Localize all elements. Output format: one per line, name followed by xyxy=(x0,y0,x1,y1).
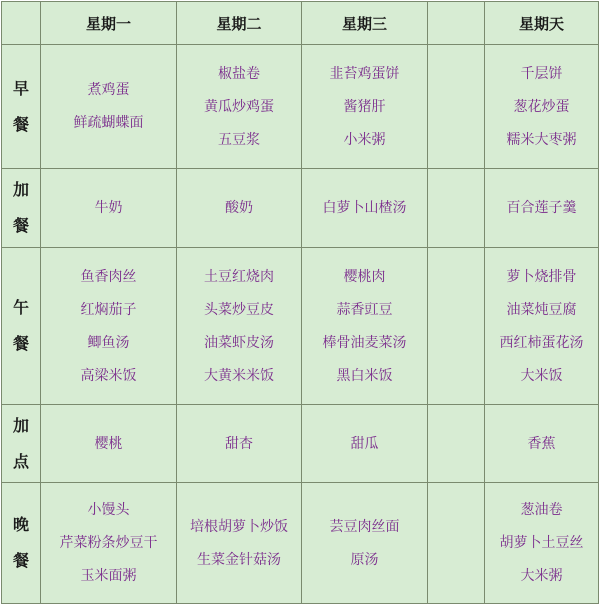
menu-cell xyxy=(302,248,428,405)
dish-item: 糯米大枣粥 xyxy=(506,131,577,148)
dish-item: 西红柿蛋花汤 xyxy=(499,334,584,351)
dish-item: 大米饭 xyxy=(520,367,563,384)
dinner-row xyxy=(2,483,599,604)
day-header: 星期二 xyxy=(177,2,302,45)
dish-item: 葱油卷 xyxy=(520,502,563,518)
dish-item: 土豆红烧肉 xyxy=(204,268,274,285)
dish-item: 樱桃 xyxy=(94,435,123,452)
meal-label-char: 餐 xyxy=(12,114,29,134)
meal-label-snack xyxy=(2,169,41,248)
meal-label-char: 晚 xyxy=(12,515,29,534)
dish-item: 油菜炖豆腐 xyxy=(506,301,577,318)
dish-item: 黑白米饭 xyxy=(336,367,393,384)
menu-cell xyxy=(41,169,177,248)
day-header: 星期一 xyxy=(41,2,177,45)
dish-item: 鱼香肉丝 xyxy=(80,268,137,285)
dish-item: 黄瓜炒鸡蛋 xyxy=(204,98,274,115)
dish-item: 芹菜粉条炒豆干 xyxy=(59,535,158,551)
dish-item: 百合莲子羹 xyxy=(506,200,577,216)
dish-item: 胡萝卜土豆丝 xyxy=(499,535,584,551)
meal-label-lunch xyxy=(2,248,41,405)
dish-item: 鲫鱼汤 xyxy=(87,334,130,351)
menu-cell xyxy=(41,483,177,604)
dish-item: 头菜炒豆皮 xyxy=(204,301,274,318)
dish-item: 红焖茄子 xyxy=(80,301,137,318)
dish-item: 甜瓜 xyxy=(350,435,379,452)
meal-label-snack xyxy=(2,405,41,483)
menu-cell xyxy=(485,248,599,405)
menu-cell xyxy=(485,483,599,604)
empty-cell xyxy=(428,169,485,248)
afternoon-snack-row xyxy=(2,405,599,483)
dish-item: 生菜金针菇汤 xyxy=(197,551,281,568)
day-header xyxy=(428,2,485,45)
dish-item: 五豆浆 xyxy=(218,131,260,148)
dish-item: 白萝卜山楂汤 xyxy=(322,200,407,216)
menu-cell xyxy=(485,45,599,169)
menu-cell xyxy=(302,169,428,248)
empty-cell xyxy=(428,483,485,604)
dish-item: 甜杏 xyxy=(225,435,253,452)
dish-item: 香蕉 xyxy=(527,435,556,452)
dish-item: 韭苔鸡蛋饼 xyxy=(329,65,400,82)
dish-item: 葱花炒蛋 xyxy=(513,98,570,115)
menu-cell xyxy=(177,248,302,405)
meal-label-char: 餐 xyxy=(12,216,29,235)
menu-cell xyxy=(485,169,599,248)
dish-item: 蒜香豇豆 xyxy=(336,301,393,318)
dish-item: 椒盐卷 xyxy=(218,65,260,82)
dish-item: 高梁米饭 xyxy=(80,367,137,384)
menu-cell xyxy=(302,405,428,483)
dish-item: 煮鸡蛋 xyxy=(87,82,130,98)
menu-cell xyxy=(177,483,302,604)
meal-label-char: 午 xyxy=(12,298,29,317)
dish-item: 鲜疏蝴蝶面 xyxy=(73,115,144,131)
meal-label-char: 加 xyxy=(12,180,29,199)
breakfast-row xyxy=(2,45,599,169)
empty-cell xyxy=(428,405,485,483)
meal-label-char: 餐 xyxy=(12,551,29,570)
menu-cell xyxy=(302,45,428,169)
meal-label-char: 餐 xyxy=(12,334,29,353)
dish-item: 原汤 xyxy=(350,551,379,568)
morning-snack-row xyxy=(2,169,599,248)
corner-cell xyxy=(2,2,41,45)
dish-item: 培根胡萝卜炒饭 xyxy=(190,518,288,535)
menu-cell xyxy=(41,405,177,483)
lunch-row xyxy=(2,248,599,405)
empty-cell xyxy=(428,248,485,405)
header-row xyxy=(2,2,599,45)
meal-label-char: 早 xyxy=(12,78,29,98)
meal-label-dinner xyxy=(2,483,41,604)
menu-cell xyxy=(41,45,177,169)
meal-label-char: 加 xyxy=(12,415,29,435)
dish-item: 牛奶 xyxy=(94,200,123,216)
empty-cell xyxy=(428,45,485,169)
dish-item: 酸奶 xyxy=(225,200,253,216)
weekly-meal-table xyxy=(1,1,599,604)
dish-item: 大米粥 xyxy=(520,568,563,584)
menu-cell xyxy=(302,483,428,604)
meal-label-char: 点 xyxy=(12,451,29,471)
dish-item: 油菜虾皮汤 xyxy=(204,334,274,351)
dish-item: 大黄米米饭 xyxy=(204,367,274,384)
dish-item: 芸豆肉丝面 xyxy=(329,518,400,535)
day-header: 星期天 xyxy=(485,2,599,45)
menu-cell xyxy=(177,45,302,169)
dish-item: 酱猪肝 xyxy=(343,98,386,115)
menu-cell xyxy=(177,169,302,248)
menu-cell xyxy=(41,248,177,405)
day-header: 星期三 xyxy=(302,2,428,45)
dish-item: 千层饼 xyxy=(520,65,563,82)
dish-item: 小米粥 xyxy=(343,131,386,148)
menu-cell xyxy=(177,405,302,483)
dish-item: 樱桃肉 xyxy=(343,268,386,285)
menu-cell xyxy=(485,405,599,483)
dish-item: 小馒头 xyxy=(87,502,130,518)
dish-item: 萝卜烧排骨 xyxy=(506,268,577,285)
meal-label-breakfast xyxy=(2,45,41,169)
dish-item: 玉米面粥 xyxy=(80,568,137,584)
dish-item: 棒骨油麦菜汤 xyxy=(322,334,407,351)
